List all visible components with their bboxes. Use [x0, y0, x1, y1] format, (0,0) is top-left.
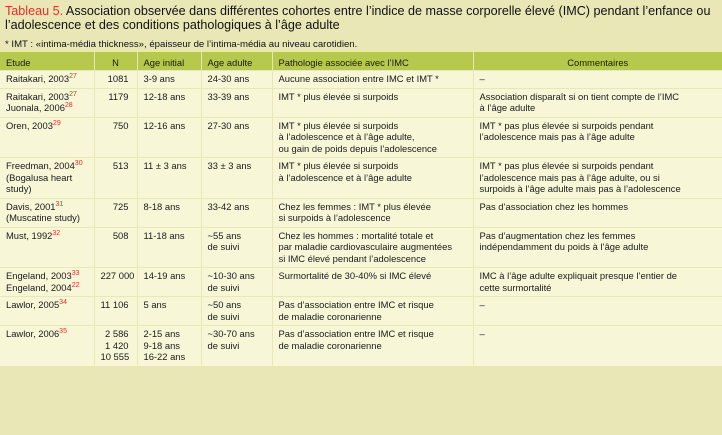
- cell-age-initial: [137, 326, 201, 366]
- cell-age-adulte: [201, 297, 272, 326]
- caption-label: Tableau 5.: [5, 4, 64, 18]
- cell-pathologie: [272, 297, 473, 326]
- cell-age-initial: [137, 158, 201, 199]
- n-value: 725: [112, 200, 129, 212]
- pathologie-line: Pas d’association entre IMC et risque: [278, 299, 434, 310]
- pathologie-line: Chez les femmes : IMT * plus élevée: [278, 200, 431, 212]
- cohort-table: [0, 52, 722, 366]
- table-row: [0, 297, 722, 326]
- age-adulte-value: ~50 ans: [207, 299, 242, 310]
- cell-age-initial: [137, 117, 201, 158]
- cell-etude: [0, 227, 94, 268]
- cell-age-initial: [137, 227, 201, 268]
- table-body: [0, 71, 722, 366]
- age-adulte-value: 33 ± 3 ans: [207, 160, 252, 171]
- reference-number: 27: [69, 90, 77, 98]
- age-initial-value: 12-18 ans: [143, 90, 186, 102]
- study-name-text: Raitakari, 2003: [6, 90, 70, 102]
- commentaire-line: IMT * pas plus élevée si surpoids pendant: [479, 119, 654, 131]
- study-name: [6, 212, 88, 224]
- cell-etude: [0, 88, 94, 117]
- age-initial-value: 5 ans: [143, 299, 167, 310]
- reference-number: 28: [64, 102, 73, 109]
- table-row: [0, 198, 722, 227]
- cell-age-initial: [137, 268, 201, 297]
- age-initial-value: 14-19 ans: [143, 270, 186, 281]
- cell-age-initial: [137, 297, 201, 326]
- study-name-text: Must, 1992: [6, 229, 53, 241]
- pathologie-line: Chez les hommes : mortalité totale et: [278, 229, 434, 241]
- reference-number: 31: [55, 200, 64, 208]
- table-row: [0, 227, 722, 268]
- n-value: 10 555: [100, 351, 130, 362]
- age-initial-value: 16-22 ans: [143, 351, 186, 362]
- n-value: 750: [112, 119, 129, 131]
- n-value: 1 420: [105, 339, 129, 351]
- cell-n: [94, 268, 137, 297]
- age-initial-value: 3-9 ans: [143, 73, 175, 84]
- commentaire-line: –: [479, 73, 485, 84]
- study-name: [6, 270, 88, 282]
- age-initial-value: 12-16 ans: [143, 119, 186, 131]
- cell-commentaires: [473, 268, 722, 297]
- commentaire-line: IMC à l’âge adulte expliquait presque l’entier de: [479, 270, 678, 281]
- table-caption: [5, 4, 717, 32]
- n-value: 508: [112, 229, 129, 241]
- table-footnote: * IMT : «intima-média thickness», épaisseur de l’intima-média au niveau carotidien.: [5, 39, 358, 50]
- age-adulte-value: de suivi: [207, 339, 240, 351]
- table-row: [0, 268, 722, 297]
- cell-n: [94, 117, 137, 158]
- reference-number: 27: [69, 73, 77, 80]
- study-name: [6, 328, 88, 340]
- pathologie-line: IMT * plus élevée si surpoids: [278, 90, 399, 102]
- cell-commentaires: [473, 88, 722, 117]
- study-name-text: Lawlor, 2005: [6, 299, 60, 310]
- cell-pathologie: [272, 88, 473, 117]
- cell-commentaires: [473, 71, 722, 89]
- study-name-text: Freedman, 2004: [6, 160, 75, 171]
- cell-pathologie: [272, 158, 473, 199]
- cell-commentaires: [473, 326, 722, 366]
- commentaire-line: l’adolescence mais pas à l’âge adulte, ou si: [479, 171, 660, 183]
- study-name-text: Engeland, 2004: [6, 281, 72, 293]
- cell-etude: [0, 71, 94, 89]
- n-value: 227 000: [100, 270, 135, 281]
- cell-age-adulte: [201, 117, 272, 158]
- commentaire-line: à l’âge adulte: [479, 102, 536, 113]
- cell-age-adulte: [201, 88, 272, 117]
- cell-pathologie: [272, 117, 473, 158]
- cell-n: [94, 198, 137, 227]
- study-name: [6, 172, 88, 184]
- cell-pathologie: [272, 198, 473, 227]
- age-adulte-value: 27-30 ans: [207, 119, 250, 131]
- n-value: 513: [112, 160, 129, 171]
- cell-n: [94, 71, 137, 89]
- cell-commentaires: [473, 158, 722, 199]
- age-initial-value: 8-18 ans: [143, 200, 180, 212]
- cell-pathologie: [272, 268, 473, 297]
- study-name-text: Engeland, 2003: [6, 270, 72, 281]
- cell-age-adulte: [201, 198, 272, 227]
- study-name-text: Lawlor, 2006: [6, 328, 60, 339]
- reference-number: 35: [59, 328, 67, 335]
- pathologie-line: IMT * plus élevée si surpoids: [278, 119, 399, 131]
- reference-number: 22: [71, 281, 80, 289]
- cell-age-initial: [137, 71, 201, 89]
- cell-etude: [0, 268, 94, 297]
- pathologie-line: IMT * plus élevée si surpoids: [278, 160, 399, 171]
- cell-age-adulte: [201, 158, 272, 199]
- study-name-text: Raitakari, 2003: [6, 73, 70, 84]
- pathologie-line: de maladie coronarienne: [278, 310, 382, 322]
- pathologie-line: ou gain de poids depuis l’adolescence: [278, 142, 437, 154]
- cell-age-adulte: [201, 71, 272, 89]
- commentaire-line: Pas d’augmentation chez les femmes: [479, 229, 636, 241]
- age-adulte-value: 33-39 ans: [207, 90, 250, 102]
- cell-commentaires: [473, 117, 722, 158]
- cell-etude: [0, 117, 94, 158]
- age-initial-value: 9-18 ans: [143, 339, 180, 351]
- age-initial-value: 2-15 ans: [143, 328, 180, 339]
- age-adulte-value: 24-30 ans: [207, 73, 250, 84]
- cell-etude: [0, 297, 94, 326]
- cell-n: [94, 297, 137, 326]
- table-row: [0, 71, 722, 89]
- pathologie-line: Pas d’association entre IMC et risque: [278, 328, 434, 339]
- study-name: [6, 299, 88, 311]
- cell-commentaires: [473, 297, 722, 326]
- header-commentaires: Commentaires: [473, 52, 722, 71]
- study-name-text: Davis, 2001: [6, 200, 56, 212]
- cell-commentaires: [473, 227, 722, 268]
- pathologie-line: si surpoids à l’adolescence: [278, 212, 391, 223]
- study-name-text: (Bogalusa heart: [6, 171, 73, 183]
- study-name: [6, 120, 88, 132]
- header-etude: Etude: [0, 52, 94, 71]
- cell-pathologie: [272, 71, 473, 89]
- reference-number: 29: [52, 119, 61, 127]
- n-value: 2 586: [105, 328, 129, 339]
- pathologie-line: à l’adolescence et à l’âge adulte,: [278, 131, 415, 142]
- cell-n: [94, 158, 137, 199]
- age-adulte-value: ~55 ans: [207, 229, 242, 241]
- commentaire-line: IMT * pas plus élevée si surpoids pendant: [479, 160, 654, 171]
- study-name: [6, 102, 88, 114]
- pathologie-line: par maladie cardiovasculaire augmentées: [278, 241, 453, 252]
- cell-age-initial: [137, 88, 201, 117]
- commentaire-line: l’adolescence mais pas à l’âge adulte: [479, 131, 635, 142]
- pathologie-line: Aucune association entre IMC et IMT *: [278, 73, 439, 84]
- commentaire-line: surpoids à l’âge adulte mais pas à l’adolescence: [479, 183, 681, 194]
- age-adulte-value: ~10-30 ans: [207, 270, 255, 281]
- header-row: [0, 52, 722, 71]
- study-name-text: study): [6, 183, 32, 194]
- header-age-initial: Age initial: [137, 52, 201, 71]
- cell-n: [94, 326, 137, 366]
- pathologie-line: de maladie coronarienne: [278, 339, 382, 351]
- study-name: [6, 183, 88, 195]
- study-name: [6, 230, 88, 242]
- age-adulte-value: de suivi: [207, 310, 240, 322]
- age-adulte-value: de suivi: [207, 281, 240, 293]
- age-adulte-value: 33-42 ans: [207, 200, 250, 212]
- pathologie-line: à l’adolescence et à l’âge adulte: [278, 171, 412, 183]
- reference-number: 33: [71, 270, 80, 277]
- study-name: [6, 91, 88, 103]
- n-value: 11 106: [100, 299, 129, 310]
- age-initial-value: 11-18 ans: [143, 229, 185, 241]
- cell-age-adulte: [201, 227, 272, 268]
- cell-age-initial: [137, 198, 201, 227]
- cell-etude: [0, 326, 94, 366]
- table-row: [0, 117, 722, 158]
- header-pathologie: Pathologie associée avec l’IMC: [272, 52, 473, 71]
- commentaire-line: Pas d’association chez les hommes: [479, 200, 629, 212]
- commentaire-line: –: [479, 299, 485, 310]
- commentaire-line: indépendamment du poids à l’âge adulte: [479, 241, 649, 252]
- reference-number: 32: [52, 229, 61, 237]
- cell-pathologie: [272, 227, 473, 268]
- caption-text: Association observée dans différentes cohortes entre l’indice de masse corporelle élevé (IMC) pendant l’enfance ou l’adolescence et des conditions pathologiques à l’âge adulte: [5, 4, 711, 32]
- pathologie-line: Surmortalité de 30-40% si IMC élevé: [278, 270, 432, 281]
- cell-etude: [0, 158, 94, 199]
- cell-age-adulte: [201, 268, 272, 297]
- header-age-adulte: Age adulte: [201, 52, 272, 71]
- n-value: 1081: [107, 73, 129, 84]
- cell-pathologie: [272, 326, 473, 366]
- cell-etude: [0, 198, 94, 227]
- cell-n: [94, 88, 137, 117]
- study-name: [6, 201, 88, 213]
- age-initial-value: 11 ± 3 ans: [143, 160, 187, 171]
- study-name-text: Oren, 2003: [6, 119, 53, 131]
- table-row: [0, 158, 722, 199]
- study-name-text: (Muscatine study): [6, 212, 80, 223]
- commentaire-line: Association disparaît si on tient compte de l’IMC: [479, 90, 680, 102]
- table-row: [0, 88, 722, 117]
- commentaire-line: cette surmortalité: [479, 281, 552, 293]
- reference-number: 30: [74, 160, 83, 167]
- table-row: [0, 326, 722, 366]
- cell-n: [94, 227, 137, 268]
- study-name: [6, 160, 88, 172]
- cell-age-adulte: [201, 326, 272, 366]
- header-n: N: [94, 52, 137, 71]
- age-adulte-value: ~30-70 ans: [207, 328, 255, 339]
- study-name: [6, 282, 88, 294]
- cell-commentaires: [473, 198, 722, 227]
- study-name-text: Juonala, 2006: [6, 102, 65, 113]
- reference-number: 34: [59, 299, 67, 306]
- commentaire-line: –: [479, 328, 485, 339]
- n-value: 1179: [108, 90, 129, 102]
- study-name: [6, 73, 88, 85]
- age-adulte-value: de suivi: [207, 241, 240, 252]
- pathologie-line: si IMC élevé pendant l’adolescence: [278, 252, 426, 264]
